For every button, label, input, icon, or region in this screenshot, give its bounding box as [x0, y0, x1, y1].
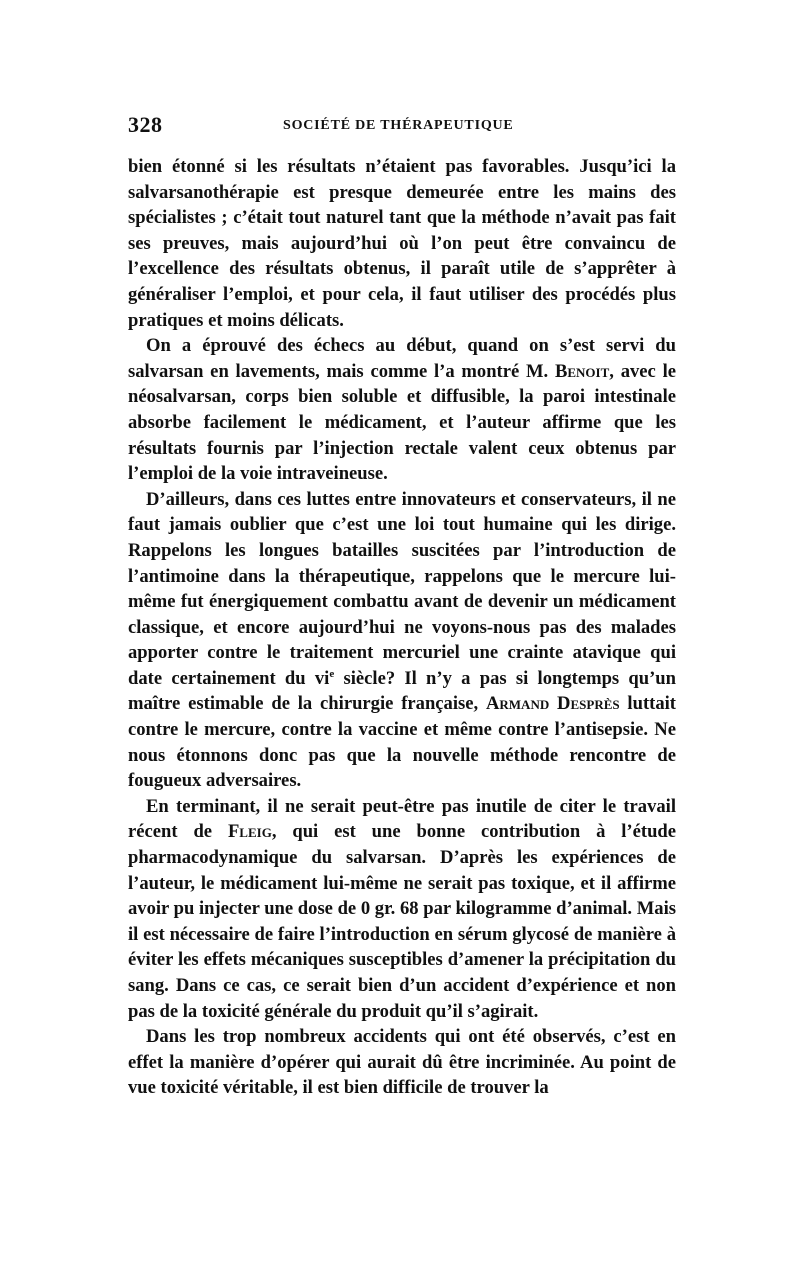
text-segment: Dans les trop nombreux accidents qui ont été observés, c’est en effet la manière d’opérer qui aurait dû être incriminée. Au point de vue toxicité véritable, il est bien difficile de trouver la	[128, 1026, 676, 1099]
paragraph	[128, 1024, 676, 1101]
text-segment: bien étonné si les résultats n’étaient pas favorables. Jusqu’ici la salvarsanothérapie est presque demeurée entre les mains des spécialistes ; c’était tout naturel tant que la méthode n’avait pas fait ses preuves, mais aujourd’hui où l’on peut être convaincu de l’excellence des résultats obtenus, il paraît utile de s’apprêter à généraliser l’emploi, et pour cela, il faut utiliser des procédés plus pratiques et moins délicats.	[128, 156, 676, 331]
text-segment: siècle? Il n’y a pas si longtemps qu’un maître estimable de la chirurgie française,	[128, 667, 676, 715]
body-text	[128, 154, 676, 1101]
paragraph	[128, 794, 676, 1024]
paragraph	[128, 154, 676, 333]
text-segment: luttait contre le mercure, contre la vaccine et même contre l’antisepsie. Ne nous étonnons donc pas que la nouvelle méthode rencontre de fougueux adversaires.	[128, 693, 676, 792]
author-name: Fleig	[227, 821, 272, 843]
paragraph	[128, 487, 676, 794]
text-segment: On a éprouvé des échecs au début, quand on s’est servi du salvarsan en lavements, mais comme l’a montré M.	[128, 335, 676, 382]
book-page	[128, 112, 676, 1101]
author-name: Benoit	[554, 360, 610, 382]
page-number: 328	[128, 112, 163, 137]
text-segment: , avec le néosalvarsan, corps bien soluble et diffusible, la paroi intestinale absorbe facilement le médicament, et l’auteur affirme que les résultats fournis par l’injection rectale valent ceux obtenus par l’emploi de la voie intraveineuse.	[128, 360, 676, 485]
text-segment: En terminant, il ne serait peut-être pas inutile de citer le travail récent de	[128, 795, 676, 843]
paragraph	[128, 333, 676, 487]
running-head	[128, 112, 676, 142]
author-name: Armand Desprès	[485, 693, 620, 715]
superscript: e	[329, 667, 335, 680]
text-segment: , qui est une bonne contribution à l’étude pharmacodynamique du salvarsan. D’après les expériences de l’auteur, le médicament lui-même ne serait pas toxique, et il affirme avoir pu injecter une dose de 0 gr. 68 par kilogramme d’animal. Mais il est nécessaire de faire l’introduction en sérum glycosé de manière à éviter les effets mécaniques susceptibles d’amener la précipitation du sang. Dans ce cas, ce serait bien d’un accident d’expérience et non pas de la toxicité générale du produit qu’il s’agirait.	[128, 821, 676, 1022]
running-title: SOCIÉTÉ DE THÉRAPEUTIQUE	[283, 118, 514, 133]
text-segment: D’ailleurs, dans ces luttes entre innovateurs et conservateurs, il ne faut jamais oublier que c’est une loi tout humaine qui les dirige. Rappelons les longues batailles suscitées par l’introduction de l’antimoine dans la thérapeutique, rappelons que le mercure lui-même fut énergiquement combattu avant de devenir un médicament classique, et encore aujourd’hui ne voyons-nous pas des malades apporter contre le traitement mercuriel une crainte atavique qui date certainement du vi	[128, 488, 676, 689]
